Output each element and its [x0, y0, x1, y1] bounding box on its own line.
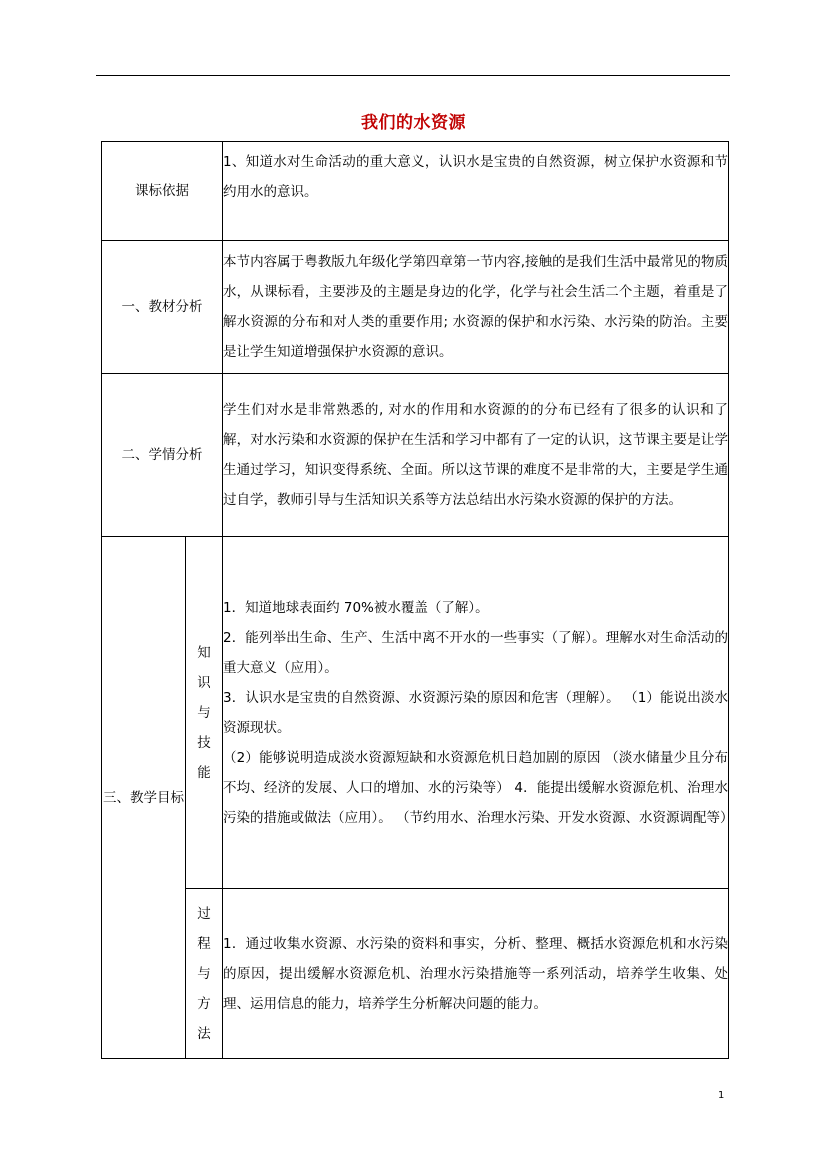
- sub-label-knowledge-skills: 知识与技能: [186, 537, 223, 889]
- table-row: [102, 241, 729, 374]
- goal-item: 3．认识水是宝贵的自然资源、水资源污染的原因和危害（理解）。 （1）能说出淡水资源现状。: [223, 689, 728, 736]
- document-title: 我们的水资源: [361, 113, 466, 133]
- page-number: 1: [718, 1090, 725, 1101]
- curriculum-content: 1、知道水对生命活动的重大意义，认识水是宝贵的自然资源，树立保护水资源和节约用水的意识。: [223, 142, 729, 241]
- row-label-student-analysis: 二、学情分析: [102, 374, 223, 537]
- process-methods-content: 1．通过收集水资源、水污染的资料和事实，分析、整理、概括水资源危机和水污染的原因，提出缓解水资源危机、治理水污染措施等一系列活动，培养学生收集、处理、运用信息的能力，培养学生分析解决问题的能力。: [223, 889, 729, 1059]
- table-row: [102, 537, 729, 889]
- goal-item: 2．能列举出生命、生产、生活中离不开水的一些事实（了解）。理解水对生命活动的重大意义（应用）。: [223, 629, 728, 676]
- row-label-curriculum: 课标依据: [102, 142, 223, 241]
- student-analysis-content: 学生们对水是非常熟悉的, 对水的作用和水资源的的分布已经有了很多的认识和了解，对水污染和水资源的保护在生活和学习中都有了一定的认识，这节课主要是让学生通过学习，知识变得系统、全面。所以这节课的难度不是非常的大，主要是学生通过自学，教师引导与生活知识关系等方法总结出水污染水资源的保护的方法。: [223, 374, 729, 537]
- lesson-plan-table: [101, 141, 734, 1059]
- textbook-analysis-content: 本节内容属于粤教版九年级化学第四章第一节内容,接触的是我们生活中最常见的物质水，从课标看，主要涉及的主题是身边的化学，化学与社会生活二个主题，着重是了解水资源的分布和对人类的重要作用; 水资源的保护和水污染、水污染的防治。主要是让学生知道增强保护水资源的意识。: [223, 241, 729, 374]
- goal-item: （2）能够说明造成淡水资源短缺和水资源危机日趋加剧的原因 （淡水储量少且分布不均、经济的发展、人口的增加、水的污染等） 4．能提出缓解水资源危机、治理水污染的措施或做法（应用）。 （节约用水、治理水污染、开发水资源、水资源调配等）: [223, 749, 734, 826]
- table-row: [102, 374, 729, 537]
- row-label-textbook-analysis: 一、教材分析: [102, 241, 223, 374]
- header-rule: [96, 75, 730, 76]
- row-label-teaching-goals: 三、教学目标: [102, 537, 186, 1059]
- table-row: [102, 889, 729, 1059]
- goal-item: 1．知道地球表面约 70%被水覆盖（了解）。: [223, 599, 489, 616]
- knowledge-skills-content: [223, 537, 734, 889]
- table-row: [102, 142, 729, 241]
- sub-label-process-methods: 过程与方法: [186, 889, 223, 1059]
